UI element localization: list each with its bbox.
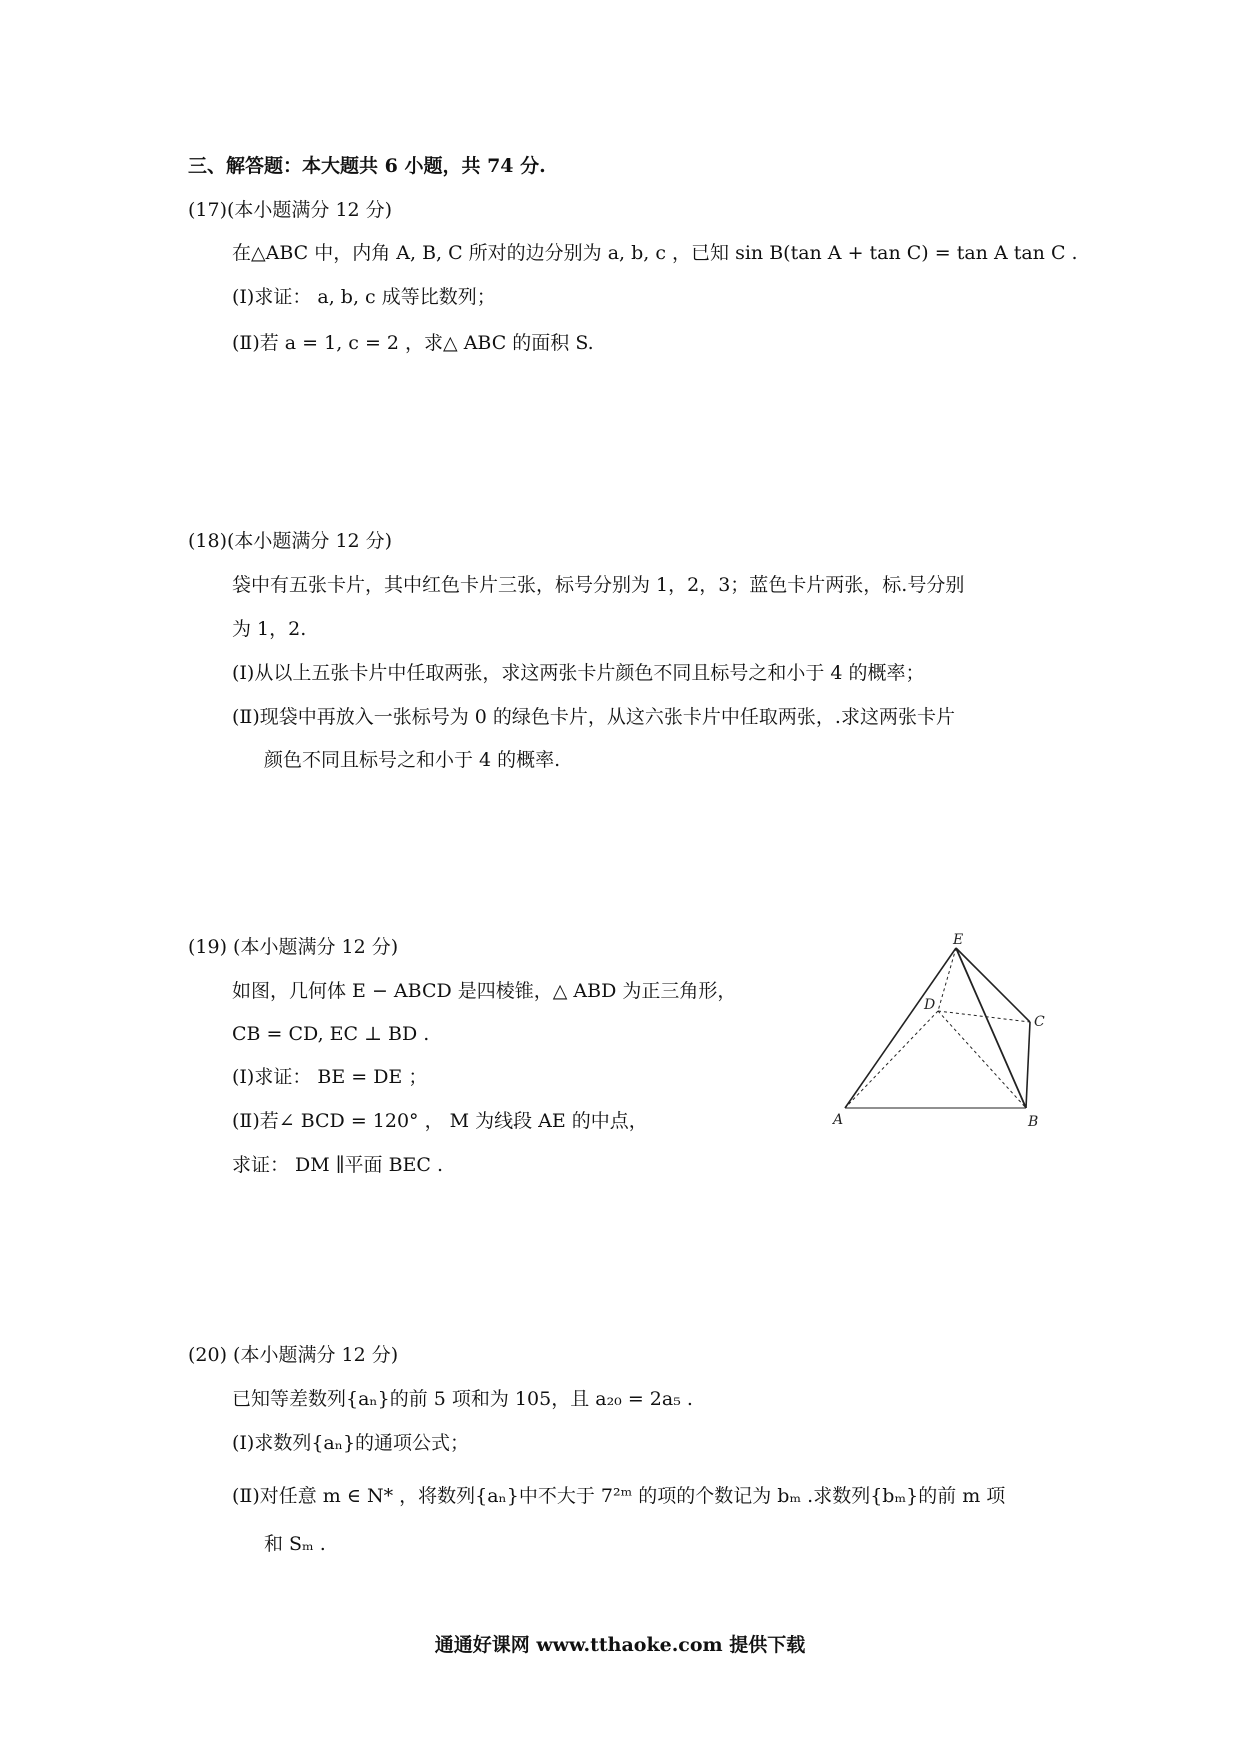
vertex-label-d: D xyxy=(924,997,936,1013)
edge-ea xyxy=(845,948,956,1108)
problem-17-part-1: (Ⅰ)求证： a, b, c 成等比数列； xyxy=(232,286,496,308)
problem-20-header: (20) (本小题满分 12 分) xyxy=(188,1344,399,1366)
pyramid-figure xyxy=(820,932,1060,1132)
problem-18-part-2-line-2: 颜色不同且标号之和小于 4 的概率. xyxy=(264,749,561,771)
page-footer: 通通好课网 www.tthaoke.com 提供下载 xyxy=(434,1634,806,1656)
problem-20-part-1: (Ⅰ)求数列{aₙ}的通项公式； xyxy=(232,1432,470,1454)
problem-20-part-2-line-1: (Ⅱ)对任意 m ∈ N* ，将数列{aₙ}中不大于 7²ᵐ 的项的个数记为 bₘ .求数列{bₘ}的前 m 项 xyxy=(232,1485,1006,1507)
problem-20-statement: 已知等差数列{aₙ}的前 5 项和为 105，且 a₂₀ = 2a₅ . xyxy=(232,1388,693,1410)
problem-20-part-2-line-2: 和 Sₘ . xyxy=(264,1533,326,1555)
problem-19-statement-line-2: CB = CD, EC ⊥ BD . xyxy=(232,1023,430,1045)
problem-19-header: (19) (本小题满分 12 分) xyxy=(188,936,399,958)
vertex-label-c: C xyxy=(1034,1014,1045,1030)
edge-cb xyxy=(1026,1022,1030,1108)
vertex-label-a: A xyxy=(833,1112,844,1128)
problem-18-part-1: (Ⅰ)从以上五张卡片中任取两张，求这两张卡片颜色不同且标号之和小于 4 的概率； xyxy=(232,662,925,684)
problem-18-header: (18)(本小题满分 12 分) xyxy=(188,530,393,552)
problem-19-statement-line-1: 如图，几何体 E − ABCD 是四棱锥，△ ABD 为正三角形， xyxy=(232,980,737,1002)
problem-17-statement: 在△ABC 中，内角 A, B, C 所对的边分别为 a, b, c ，已知 sin B(tan A + tan C) = tan A tan C . xyxy=(232,242,1078,264)
problem-18-statement-line-2: 为 1，2. xyxy=(232,618,307,640)
edge-ed-hidden xyxy=(938,948,956,1011)
problem-18-part-2-line-1: (Ⅱ)现袋中再放入一张标号为 0 的绿色卡片，从这六张卡片中任取两张，.求这两张卡片 xyxy=(232,706,955,728)
problem-19-part-1: (Ⅰ)求证： BE = DE ； xyxy=(232,1066,428,1088)
vertex-label-b: B xyxy=(1028,1114,1039,1130)
problem-19-part-2: (Ⅱ)若∠ BCD = 120° ， M 为线段 AE 的中点， xyxy=(232,1110,648,1132)
edge-db-hidden xyxy=(938,1011,1026,1108)
problem-17-header: (17)(本小题满分 12 分) xyxy=(188,199,393,221)
problem-17-part-2: (Ⅱ)若 a = 1, c = 2 ，求△ ABC 的面积 S. xyxy=(232,332,594,354)
problem-18-statement-line-1: 袋中有五张卡片，其中红色卡片三张，标号分别为 1，2，3；蓝色卡片两张，标.号分别 xyxy=(232,574,965,596)
vertex-label-e: E xyxy=(953,932,964,948)
problem-19-part-2-proof: 求证： DM ∥平面 BEC . xyxy=(232,1154,444,1176)
edge-da-hidden xyxy=(845,1011,938,1108)
edge-eb xyxy=(956,948,1026,1108)
section-header: 三、解答题：本大题共 6 小题，共 74 分. xyxy=(188,155,546,177)
edge-ec xyxy=(956,948,1030,1022)
